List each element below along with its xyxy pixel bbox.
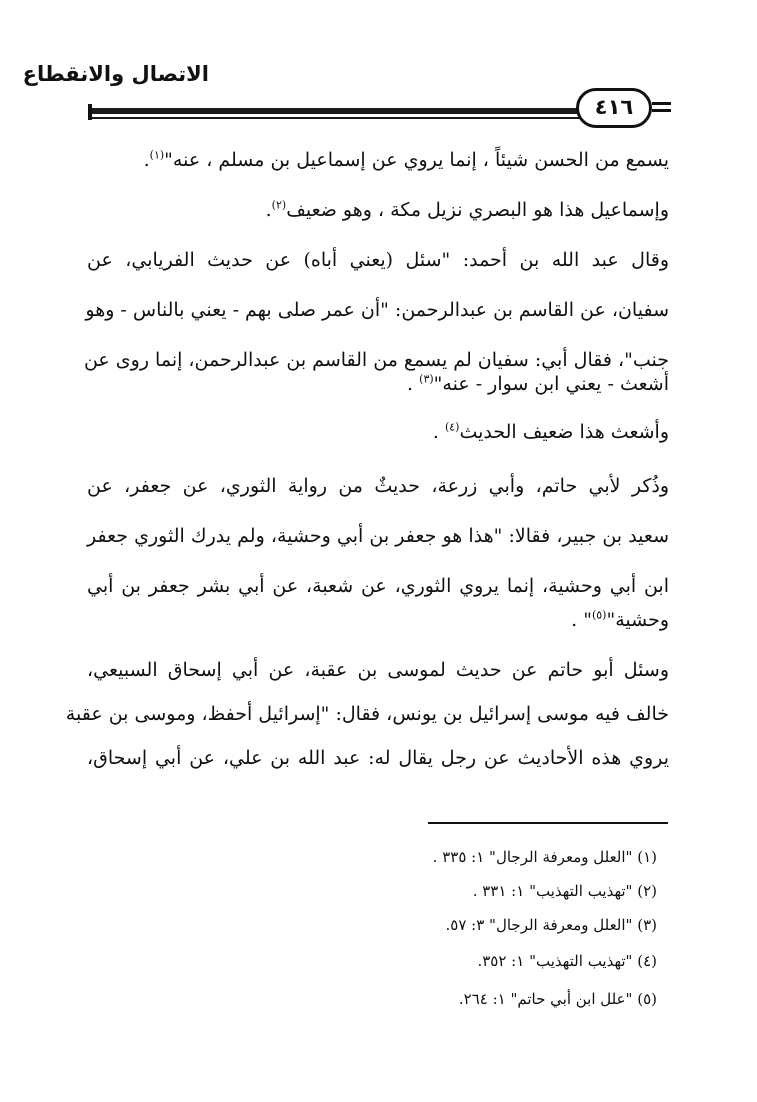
body-line: ابن أبي وحشية، إنما يروي الثوري، عن شعبة، عن أبي بشر جعفر بن أبي [87,575,669,597]
body-line: وقال عبد الله بن أحمد: "سئل (يعني أباه) عن حديث الفريابي، عن [87,249,669,271]
body-line: وحشية"$^{(٥)}$" . [571,608,669,631]
footnote: (٣) "العلل ومعرفة الرجال" ٣: ٥٧. [445,916,657,934]
footnote-ref: (٣) [419,372,434,386]
footnote: (١) "العلل ومعرفة الرجال" ١: ٣٣٥ . [432,848,657,866]
body-line: وسئل أبو حاتم عن حديث لموسى بن عقبة، عن أبي إسحاق السبيعي، [87,659,669,681]
body-line: سفيان، عن القاسم بن عبدالرحمن: "أن عمر صلى بهم - يعني بالناس - وهو [85,299,669,321]
body-line: جنب"، فقال أبي: سفيان لم يسمع من القاسم بن عبدالرحمن، إنما روى عن [83,349,669,371]
badge-ornament-top [652,102,671,105]
footnote-divider [428,822,668,824]
body-line: وذُكر لأبي حاتم، وأبي زرعة، حديثٌ من رواية الثوري، عن جعفر، عن [87,475,670,497]
body-line: خالف فيه موسى إسرائيل بن يونس، فقال: "إسرائيل أحفظ، وموسى بن عقبة [65,703,669,725]
body-line: أشعث - يعني ابن سوار - عنه"$^{(٣)}$ . [407,372,669,395]
footnote: (٢) "تهذيب التهذيب" ١: ٣٣١ . [472,882,657,900]
running-title: الاتصال والانقطاع [22,62,209,86]
footnote: (٥) "علل ابن أبي حاتم" ١: ٢٦٤. [458,990,657,1008]
footnote: (٤) "تهذيب التهذيب" ١: ٣٥٢. [477,952,657,970]
footnote-ref: (٥) [591,608,607,622]
page-number: ٤١٦ [576,88,652,128]
body-line: وأشعث هذا ضعيف الحديث$^{(٤)}$ . [432,420,669,443]
footnote-ref: (٢) [271,198,287,212]
header-rule-thin [88,117,607,119]
footnote-ref: (١) [149,148,165,162]
body-line: سعيد بن جبير، فقالا: "هذا هو جعفر بن أبي وحشية، ولم يدرك الثوري جعفر [87,525,669,547]
footnote-ref: (٤) [444,420,460,434]
header-rule-end [88,104,92,120]
header-rule-thick [88,108,607,114]
body-line: وإسماعيل هذا هو البصري نزيل مكة ، وهو ضعيف$^{(٢)}$. [265,198,669,221]
body-line: يروي هذه الأحاديث عن رجل يقال له: عبد الله بن علي، عن أبي إسحاق، [87,747,669,769]
badge-ornament-bottom [652,109,671,112]
body-line: يسمع من الحسن شيئاً ، إنما يروي عن إسماعيل بن مسلم ، عنه"$^{(١)}$. [143,148,669,171]
